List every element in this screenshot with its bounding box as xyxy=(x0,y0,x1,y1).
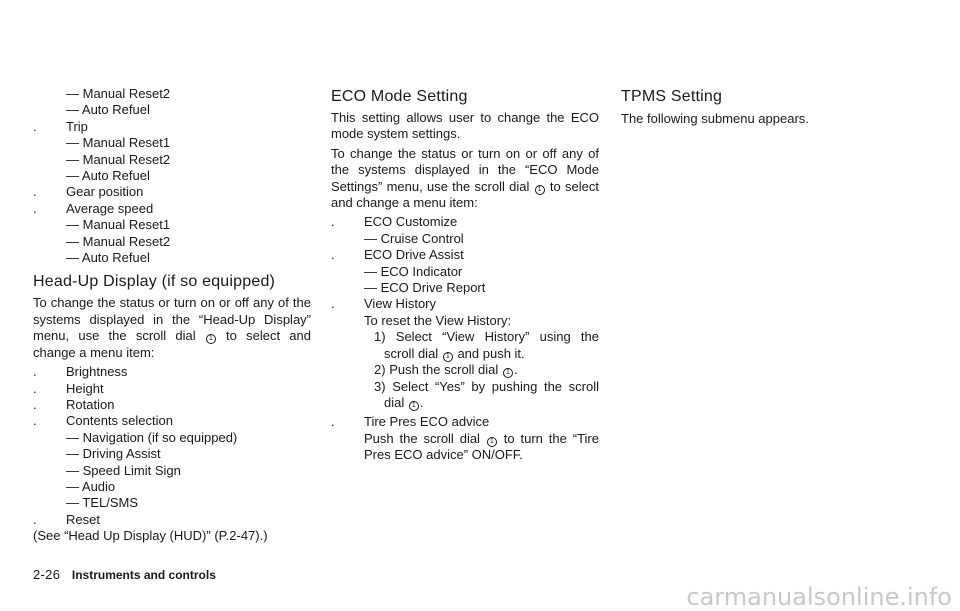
step-text: Select “Yes” by pushing the scroll dial xyxy=(384,378,599,410)
watermark: carmanualsonline.info xyxy=(686,583,952,611)
list-item-gear xyxy=(33,184,311,200)
sub-item: — TEL/SMS xyxy=(66,495,139,511)
bullet-icon: . xyxy=(33,118,37,134)
item-label: Brightness xyxy=(66,364,128,380)
sub-item: — ECO Drive Report xyxy=(364,280,486,296)
list-item-view-history xyxy=(331,296,599,312)
step-2 xyxy=(341,362,599,378)
item-label: Tire Pres ECO advice xyxy=(364,414,490,430)
sub-item: — Speed Limit Sign xyxy=(66,462,181,478)
list-item-reset xyxy=(33,512,311,528)
bullet-icon: . xyxy=(33,184,37,200)
step-number: 3) xyxy=(374,378,386,394)
item-label: View History xyxy=(364,296,437,312)
step-text-end: and push it. xyxy=(457,345,525,361)
sub-item: — Cruise Control xyxy=(364,230,464,246)
page-footer xyxy=(33,567,216,583)
bullet-icon: . xyxy=(33,396,37,412)
column-2 xyxy=(331,87,599,464)
item-label: Rotation xyxy=(66,396,115,412)
view-history-reset-text: To reset the View History: xyxy=(364,312,512,328)
tire-advice-text-a: Push the scroll dial xyxy=(364,430,480,446)
list-item-brightness xyxy=(33,364,311,380)
hud-intro-text: To change the status or turn on or off any of the systems displayed in the “Head-Up Display” menu, use the scroll dial xyxy=(33,295,311,344)
sub-item: — Auto Refuel xyxy=(66,168,150,184)
bullet-icon: . xyxy=(33,413,37,429)
section-name: Instruments and controls xyxy=(71,568,216,582)
hud-intro xyxy=(33,295,311,361)
item-label: ECO Customize xyxy=(364,214,458,230)
bullet-icon: . xyxy=(33,364,37,380)
sub-item: — Manual Reset2 xyxy=(66,86,171,101)
tpms-paragraph: The following submenu appears. xyxy=(621,111,809,126)
scroll-dial-icon: 1 xyxy=(487,437,497,447)
sub-item: — Auto Refuel xyxy=(66,102,150,118)
eco-paragraph-2-text-end: to select and change a menu item: xyxy=(331,178,599,211)
sub-item: — Manual Reset2 xyxy=(66,151,171,167)
step-text-end: . xyxy=(419,394,424,410)
step-number: 1) xyxy=(374,329,386,345)
item-label: Trip xyxy=(66,118,88,134)
step-3 xyxy=(341,379,599,412)
column-3 xyxy=(621,87,911,130)
bullet-icon: . xyxy=(331,296,335,312)
sub-item: — Navigation (if so equipped) xyxy=(66,429,238,445)
item-label: Contents selection xyxy=(66,413,173,429)
bullet-icon: . xyxy=(331,414,335,430)
step-text: Select “View History” using the scroll dial xyxy=(384,329,599,361)
tire-advice-text-b: to turn the “Tire Pres ECO advice” ON/OFF. xyxy=(364,430,599,463)
item-label: Height xyxy=(66,380,104,396)
section-heading-hud: Head-Up Display (if so equipped) xyxy=(33,273,276,291)
sub-item: — Audio xyxy=(66,478,116,494)
list-item-eco-drive-assist xyxy=(331,247,599,263)
step-text: Push the scroll dial xyxy=(389,362,499,378)
item-label: Reset xyxy=(66,511,100,527)
eco-paragraph-2 xyxy=(331,146,599,212)
list-item-tire-pres-eco-advice xyxy=(331,414,599,430)
sub-item: — Manual Reset1 xyxy=(66,217,171,233)
tire-advice-text xyxy=(331,431,599,464)
list-item-height xyxy=(33,381,311,397)
step-text-end: . xyxy=(513,362,518,378)
bullet-icon: . xyxy=(33,511,37,527)
step-number: 2) xyxy=(374,362,386,378)
scroll-dial-icon: 1 xyxy=(503,368,513,378)
section-heading-tpms: TPMS Setting xyxy=(621,88,723,105)
scroll-dial-icon: 1 xyxy=(206,334,216,344)
sub-item: — Driving Assist xyxy=(66,446,161,462)
bullet-icon: . xyxy=(331,214,335,230)
scroll-dial-icon: 1 xyxy=(443,352,453,362)
eco-paragraph-2-text: To change the status or turn on or off any of the systems displayed in the “ECO Mode Settings” menu, use the scroll dial xyxy=(331,145,599,194)
bullet-icon: . xyxy=(33,200,37,216)
list-item-eco-customize xyxy=(331,214,599,230)
section-heading-eco: ECO Mode Setting xyxy=(331,88,468,105)
sub-item: — ECO Indicator xyxy=(364,263,463,279)
bullet-icon: . xyxy=(33,380,37,396)
list-item-rotation xyxy=(33,397,311,413)
item-label: Average speed xyxy=(66,200,154,216)
sub-item: — Auto Refuel xyxy=(66,250,150,266)
scroll-dial-icon: 1 xyxy=(535,185,545,195)
bullet-icon: . xyxy=(331,247,335,263)
eco-paragraph-1: This setting allows user to change the ECO mode system settings. xyxy=(331,110,599,142)
scroll-dial-icon: 1 xyxy=(409,401,419,411)
list-item-average-speed xyxy=(33,201,311,217)
cross-reference: (See “Head Up Display (HUD)” (P.2-47).) xyxy=(33,528,268,544)
item-label: ECO Drive Assist xyxy=(364,247,464,263)
item-label: Gear position xyxy=(66,184,144,200)
page-number: 2-26 xyxy=(33,567,61,582)
step-1 xyxy=(341,329,599,362)
hud-intro-text-end: to select and change a menu item: xyxy=(33,328,311,360)
column-1 xyxy=(33,86,311,545)
list-item-contents-selection xyxy=(33,413,311,429)
list-item-trip xyxy=(33,119,311,135)
sub-item: — Manual Reset1 xyxy=(66,135,171,151)
sub-item: — Manual Reset2 xyxy=(66,233,171,249)
